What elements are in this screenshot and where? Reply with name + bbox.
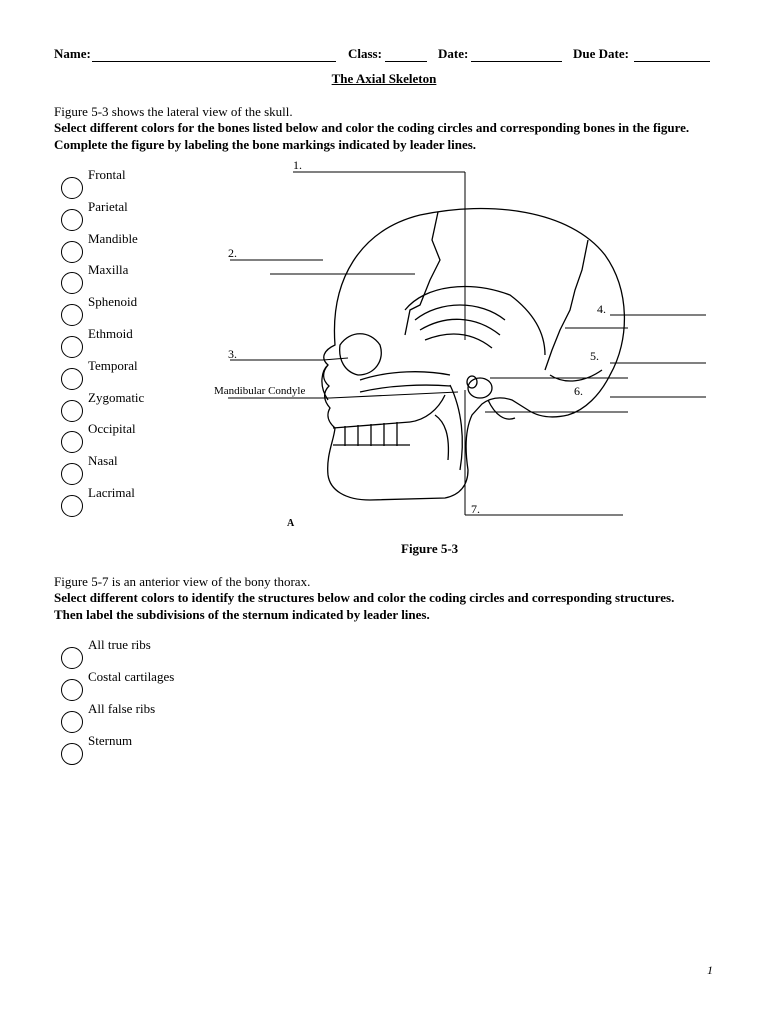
section1-instructions: Select different colors for the bones listed below and color the coding circles and corresponding bones in the figure. Complete the figure by labeling the bone markings indicated by leader lines. <box>54 120 690 152</box>
thorax-coding-circle[interactable] <box>61 711 83 733</box>
section2-instructions: Select different colors to identify the structures below and color the coding circles and corresponding structures. Then label the subdivisions of the sternum indicated by leader lines. <box>54 590 675 622</box>
label-3: 3. <box>228 347 237 361</box>
bone-coding-circle[interactable] <box>61 272 83 294</box>
bone-item-label: Lacrimal <box>88 485 135 500</box>
skull-drawing <box>322 208 625 500</box>
bone-coding-circle[interactable] <box>61 431 83 453</box>
label-2: 2. <box>228 246 237 260</box>
skull-figure <box>210 160 730 540</box>
label-7: 7. <box>471 502 480 516</box>
bone-coding-circle[interactable] <box>61 368 83 390</box>
bone-item-label: Parietal <box>88 198 128 214</box>
thorax-coding-circle[interactable] <box>61 679 83 701</box>
bone-item-label: Ethmoid <box>88 326 133 341</box>
bone-coding-circle[interactable] <box>61 400 83 422</box>
label-1: 1. <box>293 160 302 172</box>
due-date-field[interactable] <box>634 61 710 62</box>
date-field[interactable] <box>471 61 562 62</box>
label-6: 6. <box>574 384 583 398</box>
bone-item-label: Temporal <box>88 357 138 373</box>
bone-item-label: Maxilla <box>88 262 129 278</box>
section2-intro: Figure 5-7 is an anterior view of the bony thorax. <box>54 574 311 589</box>
thorax-item-label: All true ribs <box>88 637 151 652</box>
name-label: Name: <box>54 46 91 61</box>
class-field[interactable] <box>385 61 427 62</box>
bone-item-label: Occipital <box>88 421 136 437</box>
bone-coding-circle[interactable] <box>61 336 83 358</box>
bone-coding-circle[interactable] <box>61 463 83 485</box>
label-5: 5. <box>590 349 599 363</box>
mandibular-condyle-label: Mandibular Condyle <box>214 385 306 397</box>
bone-item-label: Frontal <box>88 167 126 182</box>
bone-item-label: Mandible <box>88 230 138 246</box>
bone-coding-circle[interactable] <box>61 241 83 263</box>
page-title: The Axial Skeleton <box>331 71 437 86</box>
bone-coding-circle[interactable] <box>61 209 83 231</box>
thorax-coding-circle[interactable] <box>61 647 83 669</box>
due-date-label: Due Date: <box>573 46 629 61</box>
thorax-coding-circle[interactable] <box>61 743 83 765</box>
bone-coding-circle[interactable] <box>61 304 83 326</box>
thorax-item-label: All false ribs <box>88 701 156 716</box>
label-4: 4. <box>597 302 606 316</box>
page-number: 1 <box>707 963 713 977</box>
date-label: Date: <box>438 46 469 61</box>
bone-item-label: Sphenoid <box>88 294 138 310</box>
class-label: Class: <box>348 46 382 61</box>
bone-item-label: Zygomatic <box>88 389 145 405</box>
bone-coding-circle[interactable] <box>61 495 83 517</box>
section1-intro: Figure 5-3 shows the lateral view of the skull. <box>54 104 293 119</box>
thorax-item-label: Costal cartilages <box>88 669 175 684</box>
panel-letter: A <box>287 518 295 529</box>
bone-coding-circle[interactable] <box>61 177 83 199</box>
name-field[interactable] <box>92 61 336 62</box>
bone-item-label: Nasal <box>88 453 118 469</box>
figure-caption: Figure 5-3 <box>401 541 459 556</box>
thorax-item-label: Sternum <box>88 733 133 748</box>
